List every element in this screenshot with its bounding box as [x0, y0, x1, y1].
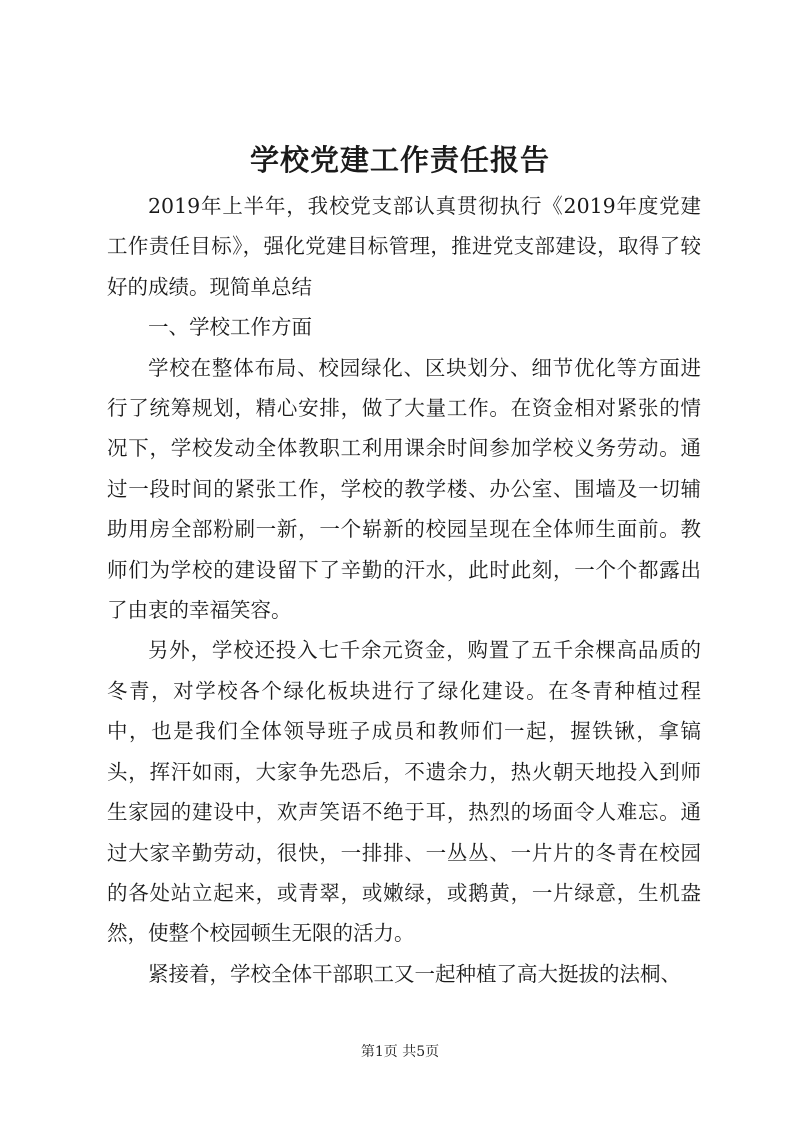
paragraph-campus-work: 学校在整体布局、校园绿化、区块划分、细节优化等方面进行了统筹规划，精心安排，做了大量工作。在资金相对紧张的情况下，学校发动全体教职工利用课余时间参加学校义务劳动。通过一段时间的紧张工作，学校的教学楼、办公室、围墙及一切辅助用房全部粉刷一新，一个崭新的校园呈现在全体师生面前。教师们为学校的建设留下了辛勤的汗水，此时此刻，一个个都露出了由衷的幸福笑容。 [107, 355, 701, 623]
paragraph-intro: 2019年上半年，我校党支部认真贯彻执行《2019年度党建工作责任目标》，强化党建目标管理，推进党支部建设，取得了较好的成绩。现简单总结 [107, 194, 701, 299]
paragraph-planting: 紧接着，学校全体干部职工又一起种植了高大挺拔的法桐、 [148, 961, 681, 986]
section-heading: 一、学校工作方面 [148, 315, 312, 340]
document-title: 学校党建工作责任报告 [249, 143, 550, 177]
paragraph-greening: 另外，学校还投入七千余元资金，购置了五千余棵高品质的冬青，对学校各个绿化板块进行了绿化建设。在冬青种植过程中，也是我们全体领导班子成员和教师们一起，握铁锹，拿镐头，挥汗如雨，大家争先恐后，不遗余力，热火朝天地投入到师生家园的建设中，欢声笑语不绝于耳，热烈的场面令人难忘。通过大家辛勤劳动，很快，一排排、一丛丛、一片片的冬青在校园的各处站立起来，或青翠，或嫩绿，或鹅黄，一片绿意，生机盎然，使整个校园顿生无限的活力。 [107, 638, 701, 946]
document-body [107, 186, 701, 994]
page-footer: 第1页 共5页 [360, 1044, 440, 1060]
